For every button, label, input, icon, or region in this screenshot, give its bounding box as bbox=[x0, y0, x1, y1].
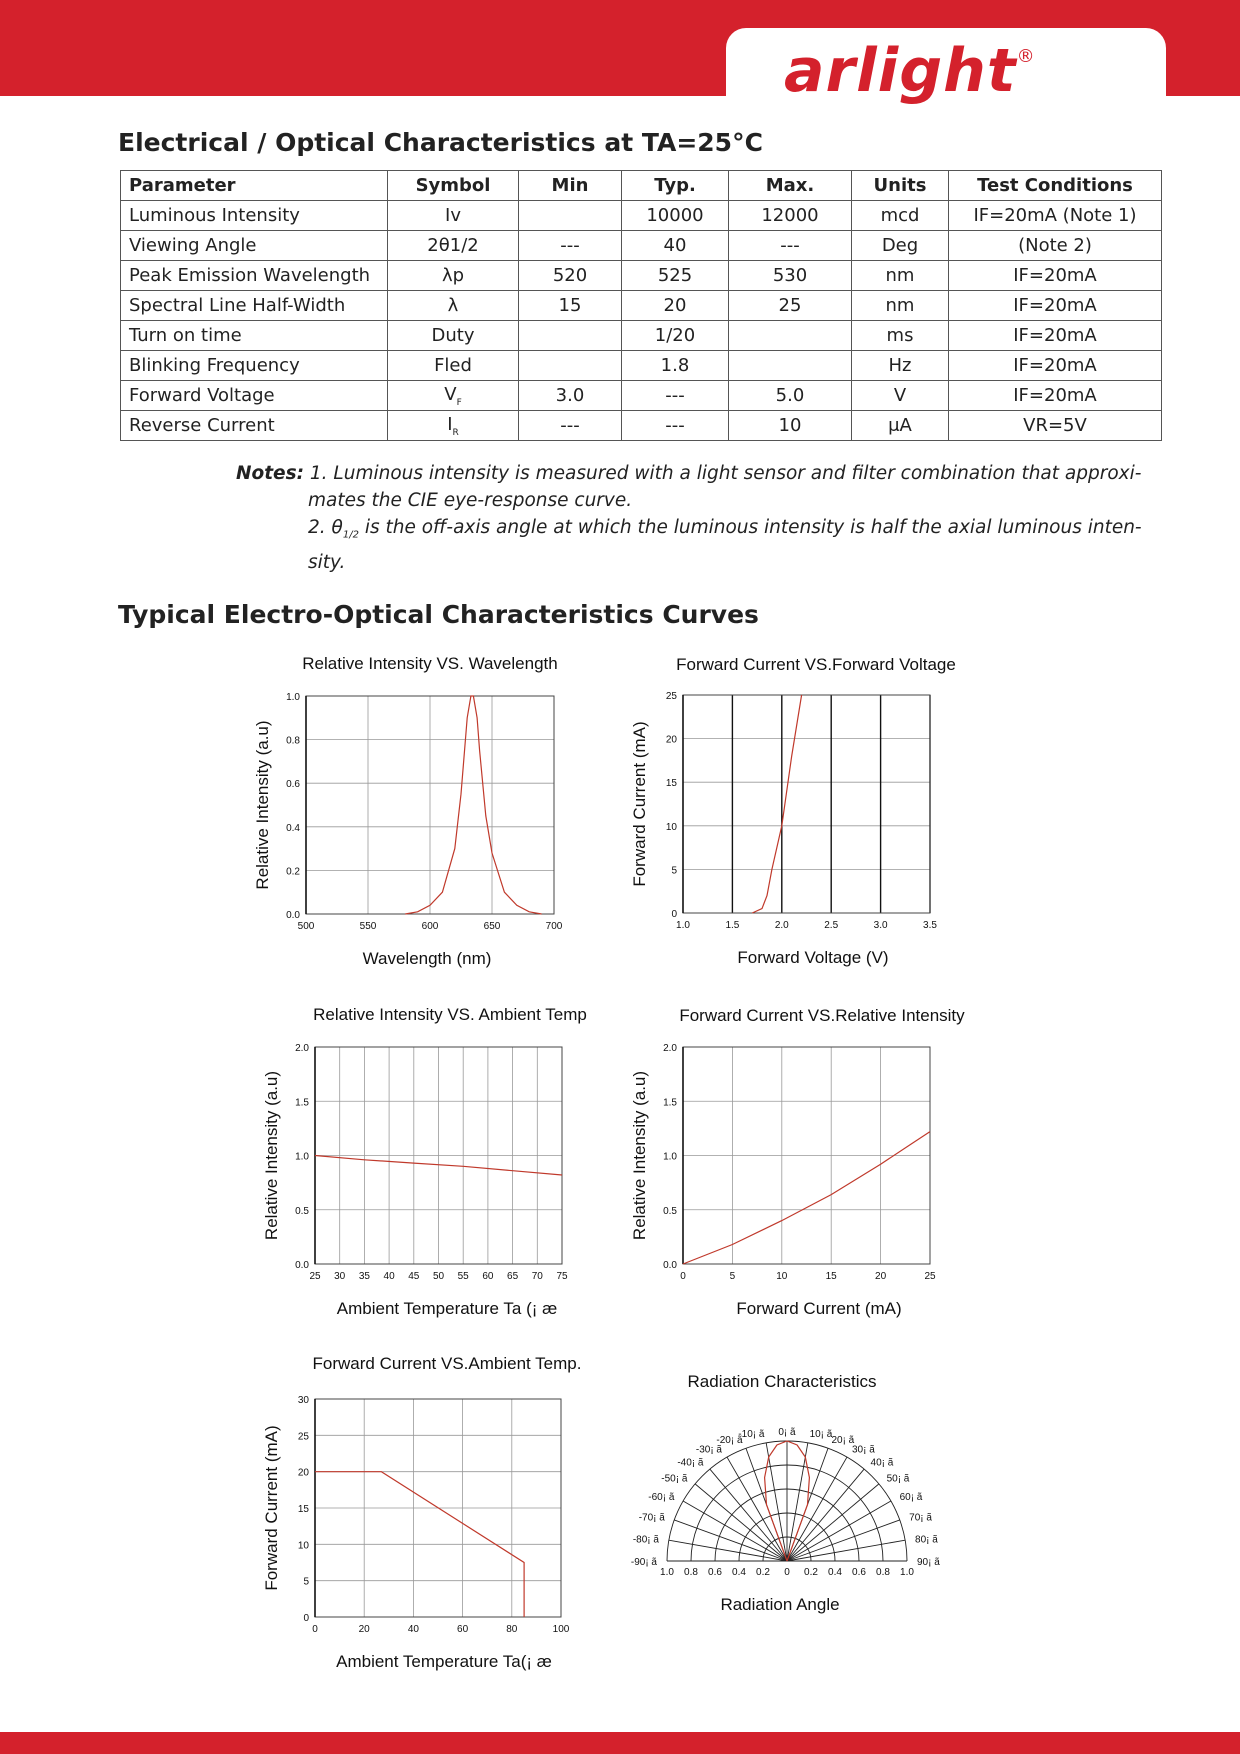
plot-frame bbox=[683, 695, 930, 913]
cell-value: --- bbox=[560, 235, 580, 256]
x-tick-label: 25 bbox=[309, 1271, 321, 1282]
polar-ring bbox=[739, 1513, 835, 1561]
cell-value: IF=20mA bbox=[1013, 325, 1097, 346]
series-line bbox=[405, 696, 541, 914]
table-cell bbox=[121, 381, 388, 411]
cell-value: I bbox=[447, 413, 453, 435]
table-cell bbox=[121, 351, 388, 381]
cell-value: Deg bbox=[881, 235, 919, 256]
y-tick-label: 2.0 bbox=[295, 1043, 309, 1054]
x-tick-label: 70 bbox=[531, 1271, 543, 1282]
polar-spoke bbox=[787, 1469, 864, 1561]
polar-spoke bbox=[787, 1443, 808, 1561]
cell-value: IF=20mA (Note 1) bbox=[973, 205, 1137, 226]
table-cell bbox=[121, 411, 388, 441]
table-cell bbox=[622, 201, 729, 231]
x-tick-label: 100 bbox=[552, 1624, 570, 1635]
radial-tick-label: 0 bbox=[784, 1567, 790, 1578]
table-cell bbox=[388, 201, 519, 231]
polar-spoke bbox=[787, 1448, 828, 1561]
table-row bbox=[121, 291, 1162, 321]
radial-tick-label: 1.0 bbox=[660, 1567, 674, 1578]
polar-ring bbox=[691, 1465, 883, 1561]
y-tick-label: 1.5 bbox=[663, 1097, 677, 1109]
cell-value: IF=20mA bbox=[1013, 295, 1097, 316]
table-row bbox=[121, 411, 1162, 441]
y-tick-label: 0.0 bbox=[286, 910, 300, 921]
table-cell bbox=[622, 321, 729, 351]
cell-value: Spectral Line Half-Width bbox=[129, 295, 346, 316]
angle-label: 90¡ ã bbox=[917, 1557, 940, 1568]
cell-value: Blinking Frequency bbox=[129, 355, 300, 376]
cell-value: Duty bbox=[431, 325, 475, 346]
cell-value: --- bbox=[560, 415, 580, 436]
angle-label: -10¡ ã bbox=[738, 1428, 765, 1440]
cell-value: --- bbox=[780, 235, 800, 256]
polar-spoke bbox=[787, 1520, 900, 1561]
series-line bbox=[752, 695, 801, 913]
radiation-lobe bbox=[765, 1441, 810, 1561]
x-tick-label: 40 bbox=[407, 1624, 419, 1635]
table-cell bbox=[852, 201, 949, 231]
x-tick-label: 40 bbox=[383, 1271, 395, 1282]
chart-title: Forward Current VS.Ambient Temp. bbox=[312, 1354, 582, 1373]
y-tick-label: 0.6 bbox=[286, 779, 300, 791]
x-tick-label: 0 bbox=[680, 1271, 686, 1282]
polar-spoke bbox=[683, 1501, 787, 1561]
cell-value: mcd bbox=[880, 205, 920, 226]
registered-mark: ® bbox=[1016, 46, 1036, 67]
series-line bbox=[315, 1156, 562, 1176]
x-tick-label: 650 bbox=[483, 921, 501, 932]
x-axis-label: Wavelength (nm) bbox=[362, 949, 492, 968]
table-cell bbox=[519, 321, 622, 351]
x-axis-label: Ambient Temperature Ta(¡ æ bbox=[336, 1652, 552, 1671]
y-tick-label: 20 bbox=[665, 734, 677, 746]
cell-value: --- bbox=[665, 415, 685, 436]
cell-value: λ bbox=[447, 295, 459, 316]
x-tick-label: 10 bbox=[776, 1271, 788, 1282]
cell-value: V bbox=[444, 383, 457, 405]
cell-value: 1.8 bbox=[660, 355, 690, 376]
section-title-curves: Typical Electro-Optical Characteristics Curves bbox=[118, 600, 759, 629]
x-axis-label: Ambient Temperature Ta (¡ æ bbox=[336, 1299, 558, 1318]
cell-value: 10 bbox=[778, 415, 802, 436]
table-cell bbox=[949, 231, 1162, 261]
polar-spoke bbox=[787, 1501, 891, 1561]
radial-tick-label: 0.8 bbox=[876, 1567, 890, 1578]
series-line bbox=[315, 1472, 524, 1617]
y-tick-label: 0 bbox=[303, 1613, 309, 1624]
table-cell bbox=[519, 201, 622, 231]
table-row bbox=[121, 201, 1162, 231]
y-tick-label: 0.2 bbox=[286, 866, 300, 878]
radial-tick-label: 0.8 bbox=[684, 1567, 698, 1578]
table-cell bbox=[729, 351, 852, 381]
cell-value: Iv bbox=[445, 205, 461, 226]
y-tick-label: 0.4 bbox=[286, 822, 300, 834]
x-tick-label: 20 bbox=[875, 1271, 887, 1282]
note-2-line-1 bbox=[236, 514, 1166, 549]
table-cell bbox=[388, 411, 519, 441]
x-tick-label: 45 bbox=[408, 1271, 420, 1282]
x-tick-label: 1.0 bbox=[676, 920, 690, 931]
angle-label: 20¡ ã bbox=[831, 1434, 855, 1446]
y-tick-label: 0.8 bbox=[286, 735, 300, 747]
table-row bbox=[121, 261, 1162, 291]
polar-spoke bbox=[787, 1457, 847, 1561]
y-tick-label: 5 bbox=[303, 1576, 309, 1588]
table-cell bbox=[729, 321, 852, 351]
x-tick-label: 15 bbox=[825, 1271, 837, 1282]
table-header-cell: Symbol bbox=[388, 171, 519, 201]
note-2-line-2: sity. bbox=[308, 551, 346, 573]
table-cell bbox=[729, 261, 852, 291]
x-tick-label: 2.5 bbox=[824, 920, 839, 931]
table-cell bbox=[949, 411, 1162, 441]
chart-title: Forward Current VS.Relative Intensity bbox=[679, 1006, 965, 1025]
cell-value: 12000 bbox=[761, 205, 819, 226]
table-row bbox=[121, 381, 1162, 411]
table-cell bbox=[388, 231, 519, 261]
section-title-electrical: Electrical / Optical Characteristics at TA=25°C bbox=[118, 128, 763, 157]
y-axis-label: Forward Current (mA) bbox=[262, 1425, 281, 1591]
notes bbox=[236, 460, 1166, 576]
table-cell bbox=[121, 321, 388, 351]
table-cell bbox=[121, 231, 388, 261]
table-header-cell: Min bbox=[519, 171, 622, 201]
table-cell bbox=[729, 381, 852, 411]
y-tick-label: 5 bbox=[671, 865, 677, 877]
cell-value: 1/20 bbox=[654, 325, 696, 346]
y-tick-label: 0.0 bbox=[295, 1260, 309, 1271]
cell-value: 10000 bbox=[646, 205, 704, 226]
note-1-line-2: mates the CIE eye-response curve. bbox=[308, 490, 633, 511]
x-tick-label: 600 bbox=[421, 921, 439, 932]
table-cell bbox=[519, 351, 622, 381]
angle-label: 40¡ ã bbox=[870, 1457, 894, 1469]
cell-value: Turn on time bbox=[129, 325, 242, 346]
note-1-line-1: 1. Luminous intensity is measured with a light sensor and filter combination that approxi- bbox=[309, 463, 1142, 484]
radial-tick-label: 0.4 bbox=[732, 1567, 746, 1578]
table-cell bbox=[622, 381, 729, 411]
cell-value: Peak Emission Wavelength bbox=[129, 265, 371, 286]
angle-label: -90¡ ã bbox=[630, 1557, 657, 1568]
polar-spoke bbox=[727, 1457, 787, 1561]
angle-label: -70¡ ã bbox=[638, 1512, 665, 1524]
x-tick-label: 3.0 bbox=[873, 920, 888, 931]
cell-value: VR=5V bbox=[1023, 415, 1087, 436]
cell-value: 520 bbox=[552, 265, 588, 286]
polar-ring bbox=[667, 1441, 907, 1561]
characteristics-table bbox=[120, 170, 1162, 441]
y-tick-label: 15 bbox=[297, 1504, 309, 1515]
angle-label: -40¡ ã bbox=[677, 1457, 704, 1469]
series-line bbox=[683, 1132, 930, 1264]
symbol-subscript: F bbox=[456, 397, 462, 408]
y-axis-label: Forward Current (mA) bbox=[630, 721, 649, 887]
table-cell bbox=[852, 231, 949, 261]
cell-value: Hz bbox=[888, 355, 912, 376]
plot-frame bbox=[315, 1047, 562, 1264]
cell-value: Fled bbox=[434, 355, 472, 376]
polar-spoke bbox=[766, 1443, 787, 1561]
x-tick-label: 55 bbox=[457, 1271, 469, 1282]
table-cell bbox=[852, 291, 949, 321]
angle-label: -30¡ ã bbox=[695, 1444, 722, 1456]
y-tick-label: 20 bbox=[297, 1467, 309, 1479]
symbol-subscript: R bbox=[452, 427, 459, 438]
x-tick-label: 2.0 bbox=[774, 920, 789, 931]
table-cell bbox=[388, 321, 519, 351]
cell-value: IF=20mA bbox=[1013, 385, 1097, 406]
cell-value: Reverse Current bbox=[129, 415, 275, 436]
y-tick-label: 25 bbox=[297, 1431, 309, 1443]
polar-spoke bbox=[787, 1540, 905, 1561]
cell-value: 15 bbox=[558, 295, 582, 316]
logo-text: arlight bbox=[784, 36, 1017, 106]
table-cell bbox=[622, 261, 729, 291]
table-cell bbox=[519, 381, 622, 411]
x-tick-label: 550 bbox=[359, 921, 377, 932]
footer-bar bbox=[0, 1732, 1240, 1754]
y-tick-label: 0.5 bbox=[663, 1205, 677, 1217]
x-axis-label: Radiation Angle bbox=[720, 1595, 840, 1614]
x-tick-label: 5 bbox=[729, 1271, 736, 1282]
cell-value: 3.0 bbox=[555, 385, 585, 406]
angle-label: 0¡ ã bbox=[778, 1427, 796, 1438]
table-cell bbox=[949, 381, 1162, 411]
y-tick-label: 10 bbox=[665, 821, 677, 833]
polar-spoke bbox=[710, 1469, 787, 1561]
table-header-cell: Max. bbox=[729, 171, 852, 201]
y-tick-label: 1.0 bbox=[286, 692, 300, 703]
polar-spoke bbox=[674, 1520, 787, 1561]
brand-logo bbox=[784, 36, 1036, 106]
table-cell bbox=[519, 231, 622, 261]
notes-label: Notes: bbox=[236, 463, 304, 484]
y-axis-label: Relative Intensity (a.u) bbox=[630, 1070, 649, 1241]
cell-value: 25 bbox=[778, 295, 802, 316]
table-row bbox=[121, 231, 1162, 261]
table-cell bbox=[852, 381, 949, 411]
angle-label: -80¡ ã bbox=[632, 1534, 659, 1546]
x-tick-label: 35 bbox=[358, 1271, 370, 1282]
table-cell bbox=[121, 291, 388, 321]
table-cell bbox=[729, 201, 852, 231]
cell-value: Viewing Angle bbox=[129, 235, 257, 256]
y-tick-label: 1.0 bbox=[663, 1151, 677, 1163]
polar-ring bbox=[763, 1537, 811, 1561]
note-2-sub: 1/2 bbox=[342, 529, 359, 541]
table-cell bbox=[852, 261, 949, 291]
cell-value: ms bbox=[886, 325, 914, 346]
cell-value: nm bbox=[885, 265, 915, 286]
table-cell bbox=[622, 351, 729, 381]
cell-value: (Note 2) bbox=[1018, 235, 1092, 256]
table-header-cell: Test Conditions bbox=[949, 171, 1162, 201]
y-tick-label: 0.0 bbox=[663, 1260, 677, 1271]
table-header-cell: Parameter bbox=[121, 171, 388, 201]
polar-spoke bbox=[746, 1448, 787, 1561]
plot-frame bbox=[683, 1047, 930, 1264]
x-tick-label: 3.5 bbox=[923, 920, 937, 931]
x-tick-label: 50 bbox=[432, 1271, 445, 1282]
polar-ring bbox=[715, 1489, 859, 1561]
radial-tick-label: 0.6 bbox=[708, 1567, 722, 1578]
chart-title: Relative Intensity VS. Ambient Temp bbox=[313, 1005, 587, 1024]
cell-value: IF=20mA bbox=[1013, 265, 1097, 286]
table-cell bbox=[622, 231, 729, 261]
radial-tick-label: 0.2 bbox=[804, 1567, 818, 1578]
y-tick-label: 25 bbox=[665, 691, 677, 702]
plot-frame bbox=[315, 1399, 561, 1617]
table-cell bbox=[949, 201, 1162, 231]
polar-spoke bbox=[695, 1484, 787, 1561]
x-tick-label: 60 bbox=[482, 1271, 494, 1282]
table-header-row bbox=[121, 171, 1162, 201]
radial-tick-label: 0.4 bbox=[828, 1567, 842, 1578]
cell-value: 40 bbox=[663, 235, 687, 256]
radial-tick-label: 0.2 bbox=[756, 1567, 770, 1578]
cell-value: μA bbox=[888, 415, 912, 436]
table-cell bbox=[949, 291, 1162, 321]
x-tick-label: 60 bbox=[457, 1624, 469, 1635]
angle-label: 10¡ ã bbox=[809, 1428, 833, 1440]
x-axis-label: Forward Current (mA) bbox=[736, 1299, 902, 1318]
table-cell bbox=[622, 291, 729, 321]
cell-value: 20 bbox=[663, 295, 687, 316]
angle-label: 30¡ ã bbox=[852, 1444, 875, 1456]
table-row bbox=[121, 351, 1162, 381]
angle-label: 50¡ ã bbox=[886, 1473, 910, 1485]
x-tick-label: 20 bbox=[358, 1624, 370, 1635]
angle-label: 60¡ ã bbox=[899, 1492, 923, 1503]
x-tick-label: 0 bbox=[312, 1624, 318, 1635]
radial-tick-label: 1.0 bbox=[900, 1567, 914, 1578]
y-tick-label: 0.5 bbox=[295, 1205, 309, 1217]
cell-value: V bbox=[893, 385, 907, 406]
x-tick-label: 700 bbox=[545, 921, 563, 932]
table-cell bbox=[519, 261, 622, 291]
radial-tick-label: 0.6 bbox=[852, 1567, 866, 1578]
y-tick-label: 10 bbox=[297, 1540, 309, 1552]
polar-spoke bbox=[787, 1484, 879, 1561]
note-2-text: is the off-axis angle at which the luminous intensity is half the axial luminous inten- bbox=[358, 517, 1142, 538]
y-axis-label: Relative Intensity (a.u) bbox=[262, 1070, 281, 1241]
cell-value: IF=20mA bbox=[1013, 355, 1097, 376]
plot-frame bbox=[306, 696, 554, 914]
chart-title: Relative Intensity VS. Wavelength bbox=[302, 654, 558, 673]
table-cell bbox=[519, 291, 622, 321]
x-tick-label: 500 bbox=[297, 921, 315, 932]
y-tick-label: 30 bbox=[297, 1395, 309, 1406]
x-tick-label: 75 bbox=[556, 1271, 568, 1282]
table-cell bbox=[949, 321, 1162, 351]
y-tick-label: 1.0 bbox=[295, 1151, 309, 1163]
angle-label: -60¡ ã bbox=[648, 1492, 675, 1503]
table-cell bbox=[388, 291, 519, 321]
chart-title: Radiation Characteristics bbox=[687, 1372, 877, 1391]
table-cell bbox=[121, 201, 388, 231]
x-tick-label: 1.5 bbox=[725, 920, 740, 931]
table-header-cell: Units bbox=[852, 171, 949, 201]
table-cell bbox=[729, 291, 852, 321]
y-tick-label: 2.0 bbox=[663, 1043, 677, 1054]
table-cell bbox=[852, 351, 949, 381]
angle-label: -20¡ ã bbox=[716, 1434, 743, 1446]
table-cell bbox=[388, 381, 519, 411]
table-header-cell: Typ. bbox=[622, 171, 729, 201]
cell-value: Forward Voltage bbox=[129, 385, 275, 406]
table-cell bbox=[949, 261, 1162, 291]
cell-value: λp bbox=[441, 265, 465, 286]
table-cell bbox=[852, 411, 949, 441]
x-tick-label: 25 bbox=[924, 1271, 936, 1282]
x-tick-label: 80 bbox=[506, 1624, 518, 1635]
table-cell bbox=[949, 351, 1162, 381]
x-tick-label: 65 bbox=[507, 1271, 519, 1282]
cell-value: --- bbox=[665, 385, 685, 406]
polar-spoke bbox=[669, 1540, 787, 1561]
angle-label: 80¡ ã bbox=[915, 1534, 938, 1546]
table-cell bbox=[388, 261, 519, 291]
cell-value: 525 bbox=[657, 265, 693, 286]
angle-label: -50¡ ã bbox=[661, 1473, 688, 1485]
cell-value: nm bbox=[885, 295, 915, 316]
table-cell bbox=[729, 231, 852, 261]
note-2-theta: 2. θ bbox=[308, 517, 343, 538]
table-cell bbox=[729, 411, 852, 441]
table-cell bbox=[121, 261, 388, 291]
table-cell bbox=[388, 351, 519, 381]
y-tick-label: 0 bbox=[671, 909, 677, 920]
table-cell bbox=[852, 321, 949, 351]
y-tick-label: 15 bbox=[665, 778, 677, 790]
y-tick-label: 1.5 bbox=[295, 1097, 309, 1109]
table-cell bbox=[622, 411, 729, 441]
cell-value: 5.0 bbox=[775, 385, 805, 406]
cell-value: 2θ1/2 bbox=[427, 235, 479, 256]
y-axis-label: Relative Intensity (a.u) bbox=[253, 720, 272, 890]
chart-title: Forward Current VS.Forward Voltage bbox=[676, 655, 956, 674]
x-tick-label: 30 bbox=[334, 1271, 346, 1282]
cell-value: Luminous Intensity bbox=[129, 205, 300, 226]
cell-value: 530 bbox=[772, 265, 808, 286]
table-cell bbox=[519, 411, 622, 441]
table-row bbox=[121, 321, 1162, 351]
x-axis-label: Forward Voltage (V) bbox=[737, 948, 889, 967]
angle-label: 70¡ ã bbox=[909, 1512, 932, 1524]
